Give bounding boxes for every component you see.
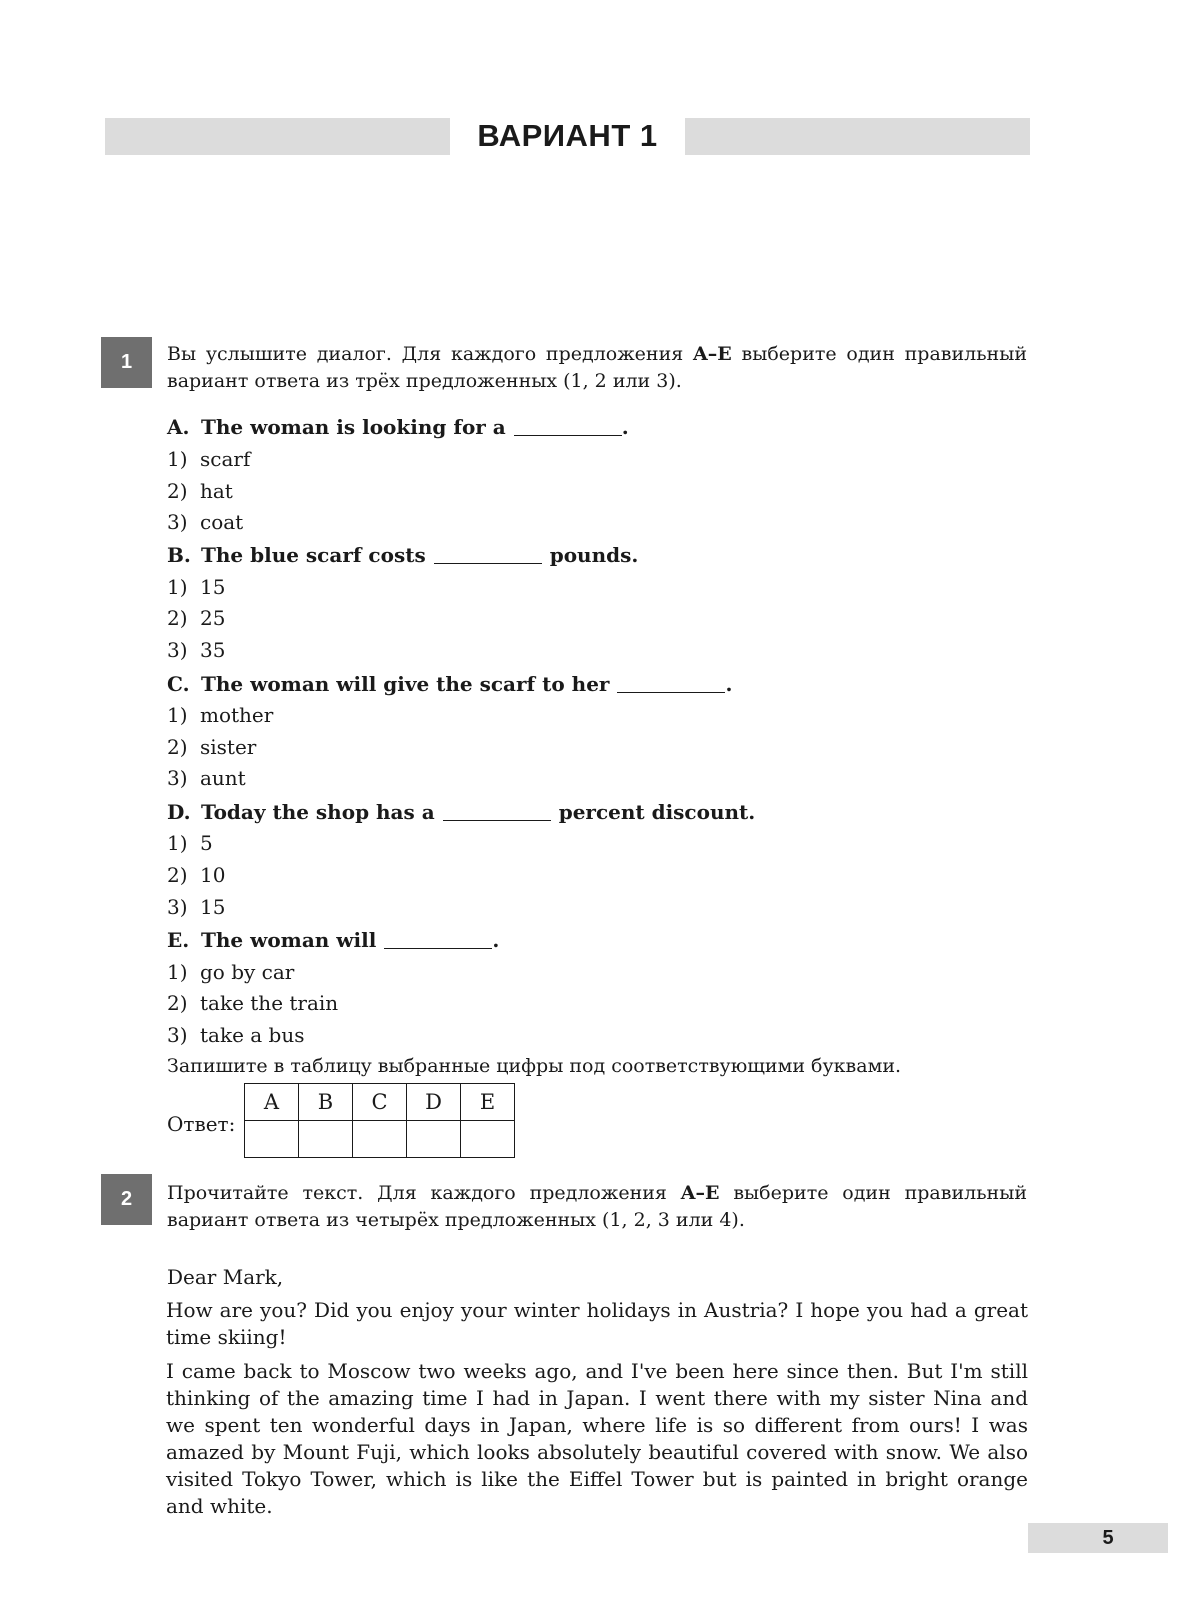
option: 1) scarf <box>167 447 251 471</box>
task-1-instruction: Вы услышите диалог. Для каждого предложения A–E выберите один правильный вариант ответа из трёх предложенных (1, 2 или 3). <box>167 343 1028 392</box>
title-bar-left <box>105 118 450 155</box>
page-title: ВАРИАНТ 1 <box>477 118 658 153</box>
option: 3) coat <box>167 510 244 534</box>
option: 1) 5 <box>167 831 213 855</box>
answer-blank <box>434 543 542 564</box>
table-instruction: Запишите в таблицу выбранные цифры под соответствующими буквами. <box>167 1055 902 1077</box>
option: 1) 15 <box>167 575 226 599</box>
answer-cell-c[interactable] <box>353 1121 407 1158</box>
answer-cell-e[interactable] <box>461 1121 515 1158</box>
answer-cell-b[interactable] <box>299 1121 353 1158</box>
answer-header-b: B <box>299 1084 353 1121</box>
answer-header-e: E <box>461 1084 515 1121</box>
answer-blank <box>443 800 551 821</box>
answer-label: Ответ: <box>167 1112 236 1136</box>
task-1-number: 1 <box>101 337 152 388</box>
task-2-number: 2 <box>101 1174 152 1225</box>
letter-paragraph-1: How are you? Did you enjoy your winter holidays in Austria? I hope you had a great time skiing! <box>166 1298 1028 1349</box>
option: 3) take a bus <box>167 1023 305 1047</box>
answer-blank <box>617 672 725 693</box>
answer-header-c: C <box>353 1084 407 1121</box>
option: 2) sister <box>167 735 257 759</box>
question-e: E. The woman will . <box>167 928 500 952</box>
answer-header-d: D <box>407 1084 461 1121</box>
task-2-instruction: Прочитайте текст. Для каждого предложения A–E выберите один правильный вариант ответа из четырёх предложенных (1, 2, 3 или 4). <box>167 1182 1027 1231</box>
answer-table <box>244 1083 515 1158</box>
option: 3) aunt <box>167 766 246 790</box>
option: 2) hat <box>167 479 233 503</box>
question-d: D. Today the shop has a percent discount. <box>167 800 756 824</box>
answer-cell-d[interactable] <box>407 1121 461 1158</box>
title-bar-right <box>685 118 1030 155</box>
letter-greeting: Dear Mark, <box>167 1265 284 1289</box>
question-b: B. The blue scarf costs pounds. <box>167 543 639 567</box>
option: 1) go by car <box>167 960 295 984</box>
question-a: A. The woman is looking for a . <box>167 415 629 439</box>
answer-header-a: A <box>245 1084 299 1121</box>
answer-blank <box>514 415 622 436</box>
option: 2) take the train <box>167 991 339 1015</box>
answer-cell-a[interactable] <box>245 1121 299 1158</box>
option: 1) mother <box>167 703 274 727</box>
answer-blank <box>384 928 492 949</box>
option: 2) 25 <box>167 606 226 630</box>
page-number: 5 <box>1102 1527 1114 1549</box>
option: 3) 35 <box>167 638 226 662</box>
letter-paragraph-2: I came back to Moscow two weeks ago, and I've been here since then. But I'm still thinking of the amazing time I had in Japan. I went there with my sister Nina and we spent ten wonderful days in Japan, where life is so different from ours! I was amazed by Mount Fuji, which looks absolutely beautiful covered with snow. We also visited Tokyo Tower, which is like the Eiffel Tower but is painted in bright orange and white. <box>166 1359 1028 1518</box>
question-c: C. The woman will give the scarf to her . <box>167 672 733 696</box>
option: 3) 15 <box>167 895 226 919</box>
option: 2) 10 <box>167 863 226 887</box>
